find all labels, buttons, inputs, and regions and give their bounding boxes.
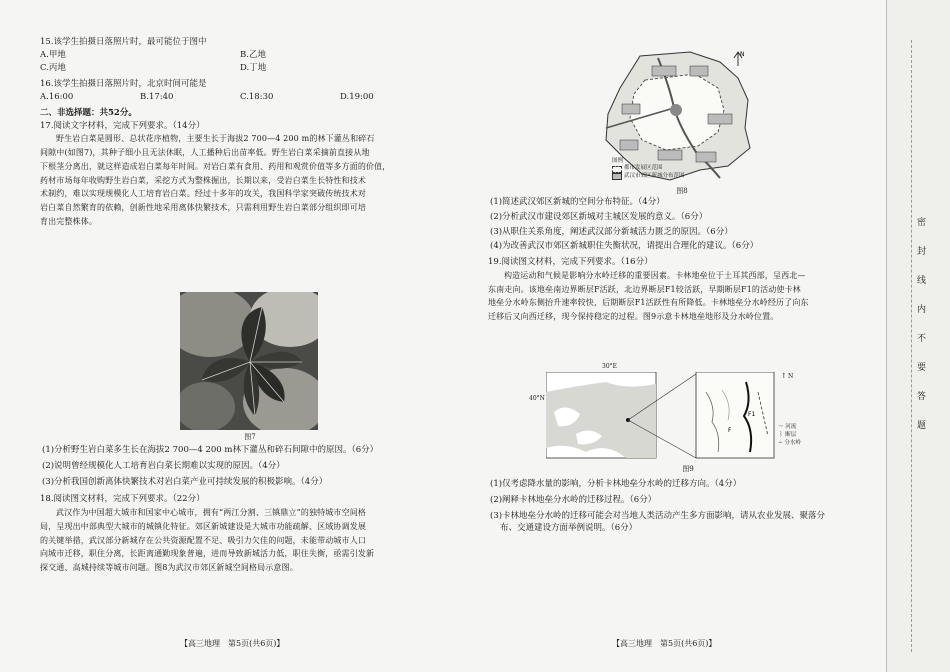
- q19-material: [488, 269, 890, 324]
- q18-para-line: 武汉作为中国超大城市和国家中心城市，拥有“两江分割、三镇鼎立”的独特城市空间格: [56, 508, 367, 517]
- q17-stem: 17.阅读文字材料，完成下列要求。（14分）: [40, 120, 205, 131]
- binding-notice: [917, 215, 929, 431]
- q19-para-line: 东南走向。该地垒南边界断层F活跃，北边界断层F1较活跃，早期断层F1的活动使卡林: [488, 284, 801, 294]
- notice-char: 线: [917, 276, 927, 286]
- q16-option-a: A.16:00: [40, 92, 74, 102]
- q15-option-d: D.丁地: [240, 62, 267, 73]
- fig7-label: 图7: [244, 433, 256, 441]
- q19-para-line: 构造运动和气候是影响分水岭迁移的重要因素。卡林地垒位于土耳其西部，呈西北—: [504, 270, 806, 280]
- q18-material: [40, 506, 448, 575]
- fault-symbol-icon: ⌇: [778, 431, 786, 438]
- north-arrow-icon: ↑: [781, 372, 787, 380]
- q18-para-line: 的关键举措，武汉部分新城存在公共资源配置不足、吸引力欠佳的问题，未能带动城市人口: [40, 535, 366, 545]
- legend-label: 河流: [785, 424, 797, 430]
- legend-item: [612, 173, 685, 180]
- q16-option-d: D.19:00: [340, 92, 374, 102]
- q17-material: [40, 132, 448, 228]
- notice-char: 题: [917, 421, 927, 431]
- q17-questions: [40, 444, 448, 575]
- svg-text:N: N: [740, 51, 745, 58]
- q18-para-line: 向城市迁移，职住分离，长距离通勤现象普遍，进而导致新城活力低，职住失衡，亟需引发新: [40, 549, 375, 559]
- q17-para-line: 间隙中(如图7)，其种子细小且无法休眠，人工播种后出苗率低。野生岩白菜采摘前直接从地: [40, 148, 370, 157]
- fig9-latitude: 40°N: [529, 395, 545, 402]
- q15-option-a: A.甲地: [40, 49, 66, 60]
- q16-options: [40, 91, 448, 104]
- cut-line: [911, 40, 912, 652]
- notice-char: 密: [917, 218, 927, 228]
- q17-para-line: 野生岩白菜是圆形、总状花序植物，主要生长于海拔2 700—4 200 m的林下灌丛和碎石: [56, 134, 375, 144]
- footer-left: 【高三地理 第5页(共6页)】: [180, 639, 285, 648]
- q17-para-line: 岩白菜自然繁育的依赖，创新性地采用离体快繁技术，只需利用野生岩白菜部分组织即可培: [40, 203, 366, 212]
- q19-sub-2: (2)阐释卡林地垒分水岭的迁移过程。（6分）: [490, 494, 657, 505]
- q19-para-line: 地垒分水岭东侧抬升速率较快，后期断层F1活跃性有所降低。卡林地垒分水岭经历了向东: [488, 298, 809, 308]
- fig8-legend: [612, 158, 685, 180]
- q17-sub-2: (2)说明曾经规模化人工培育岩白菜长期难以实现的原因。（4分）: [42, 460, 285, 471]
- fig9-longitude: 30°E: [602, 363, 618, 370]
- q18-sub-4: (4)为改善武汉市郊区新城职住失衡状况，请提出合理化的建议。（6分）: [490, 241, 759, 252]
- fig8-label: 图8: [676, 187, 688, 195]
- legend-label: 分水岭: [784, 439, 801, 446]
- fig9-legend: [778, 424, 801, 448]
- legend-item: [778, 440, 801, 448]
- q18-para-line: 局，呈现出中部典型大城市的城镇化特征。郊区新城建设是大城市功能疏解、区域协调发展: [40, 521, 366, 531]
- river-symbol-icon: 〜: [778, 424, 786, 430]
- q16-stem: 16.该学生拍摄日落照片时，北京时间可能是: [40, 79, 207, 90]
- q19-para-line: 迁移后又向西迁移，现今保持稳定的过程。图9示意卡林地垒地形及分水岭位置。: [488, 312, 779, 321]
- svg-text:F1: F1: [748, 411, 756, 418]
- notice-char: 不: [917, 334, 927, 344]
- q15-option-c: C.丙地: [40, 62, 66, 73]
- left-column: [40, 36, 448, 229]
- karlin-horst-map: [546, 372, 832, 462]
- q17-sub-3: (3)分析我国创新离体快繁技术对岩白菜产业可持续发展的积极影响。（4分）: [42, 476, 328, 487]
- q17-para-line: 下根茎分离出，就这样造成岩白菜每年时间。对岩白菜有食用、药用和观赏价值等多方面的价值，: [40, 161, 391, 171]
- q19-questions: [488, 478, 888, 535]
- right-column: [488, 196, 890, 324]
- footer-right: 【高三地理 第5页(共6页)】: [612, 639, 717, 648]
- q17-para-line: 术制约，难以实现规模化人工培育岩白菜。经过十多年的攻关，我国科学家突破传统技术对: [40, 189, 366, 199]
- divide-symbol-icon: ∼: [778, 439, 785, 446]
- q15-option-b: B.乙地: [240, 49, 266, 60]
- rock-cabbage-photo: [180, 292, 318, 430]
- fig9-label: 图9: [682, 465, 694, 473]
- q18-para-line: 探交通、高城持续等城市问题。图8为武汉市郊区新城空间格局示意图。: [40, 563, 298, 572]
- legend-item: [612, 165, 685, 172]
- q16-option-c: C.18:30: [240, 92, 274, 102]
- legend-label: 都市发展区范围: [624, 165, 663, 172]
- notice-char: 内: [917, 305, 927, 315]
- urban-area-swatch: [612, 166, 622, 173]
- q19-stem: 19.阅读图文材料，完成下列要求。（16分）: [488, 257, 653, 267]
- legend-label: 武汉市郊区新城分布范围: [624, 172, 685, 179]
- notice-char: 要: [917, 363, 927, 373]
- notice-char: 答: [917, 392, 927, 402]
- q19-sub-1: (1)仅考虑降水量的影响，分析卡林地垒分水岭的迁移方向。（4分）: [490, 479, 742, 489]
- q15-stem: 15.该学生拍摄日落照片时，最可能位于图中: [40, 37, 207, 47]
- q18-sub-2: (2)分析武汉市建设郊区新城对主城区发展的意义。（6分）: [490, 211, 708, 222]
- svg-text:F: F: [728, 427, 732, 434]
- q19-sub-3: (3)卡林地垒分水岭的迁移可能会对当地人类活动产生多方面影响，请从农业发展、聚落分: [490, 510, 826, 521]
- new-town-swatch: [612, 173, 622, 180]
- q18-sub-3: (3)从职住关系角度，阐述武汉部分新城活力匮乏的原因。（6分）: [490, 226, 733, 237]
- legend-item: [778, 424, 801, 432]
- notice-char: 封: [917, 247, 927, 257]
- q19-sub-3-cont: 布、交通建设方面举例说明。（6分）: [500, 523, 638, 534]
- section-title: 二、非选择题：共52分。: [40, 107, 137, 118]
- q18-sub-1: (1)简述武汉郊区新城的空间分布特征。（4分）: [490, 197, 665, 207]
- q15-options: [40, 49, 448, 75]
- legend-item: [778, 432, 801, 440]
- q17-para-line: 药材市场每年收购野生岩白菜，采挖方式为整株掘出，长期以来，受岩白菜生长特性和技术: [40, 175, 366, 185]
- q17-sub-1: (1)分析野生岩白菜多生长在海拔2 700—4 200 m林下灌丛和碎石间隙中的原因。（6分）: [42, 445, 379, 455]
- legend-title: 图例: [612, 158, 624, 164]
- q17-para-line: 育出完整株体。: [40, 216, 98, 226]
- fig9-north-label: N: [788, 373, 794, 380]
- q16-option-b: B.17:40: [140, 92, 174, 102]
- binding-strip: [886, 0, 950, 672]
- q18-stem: 18.阅读图文材料，完成下列要求。（22分）: [40, 494, 205, 505]
- legend-label: 断层: [785, 431, 797, 438]
